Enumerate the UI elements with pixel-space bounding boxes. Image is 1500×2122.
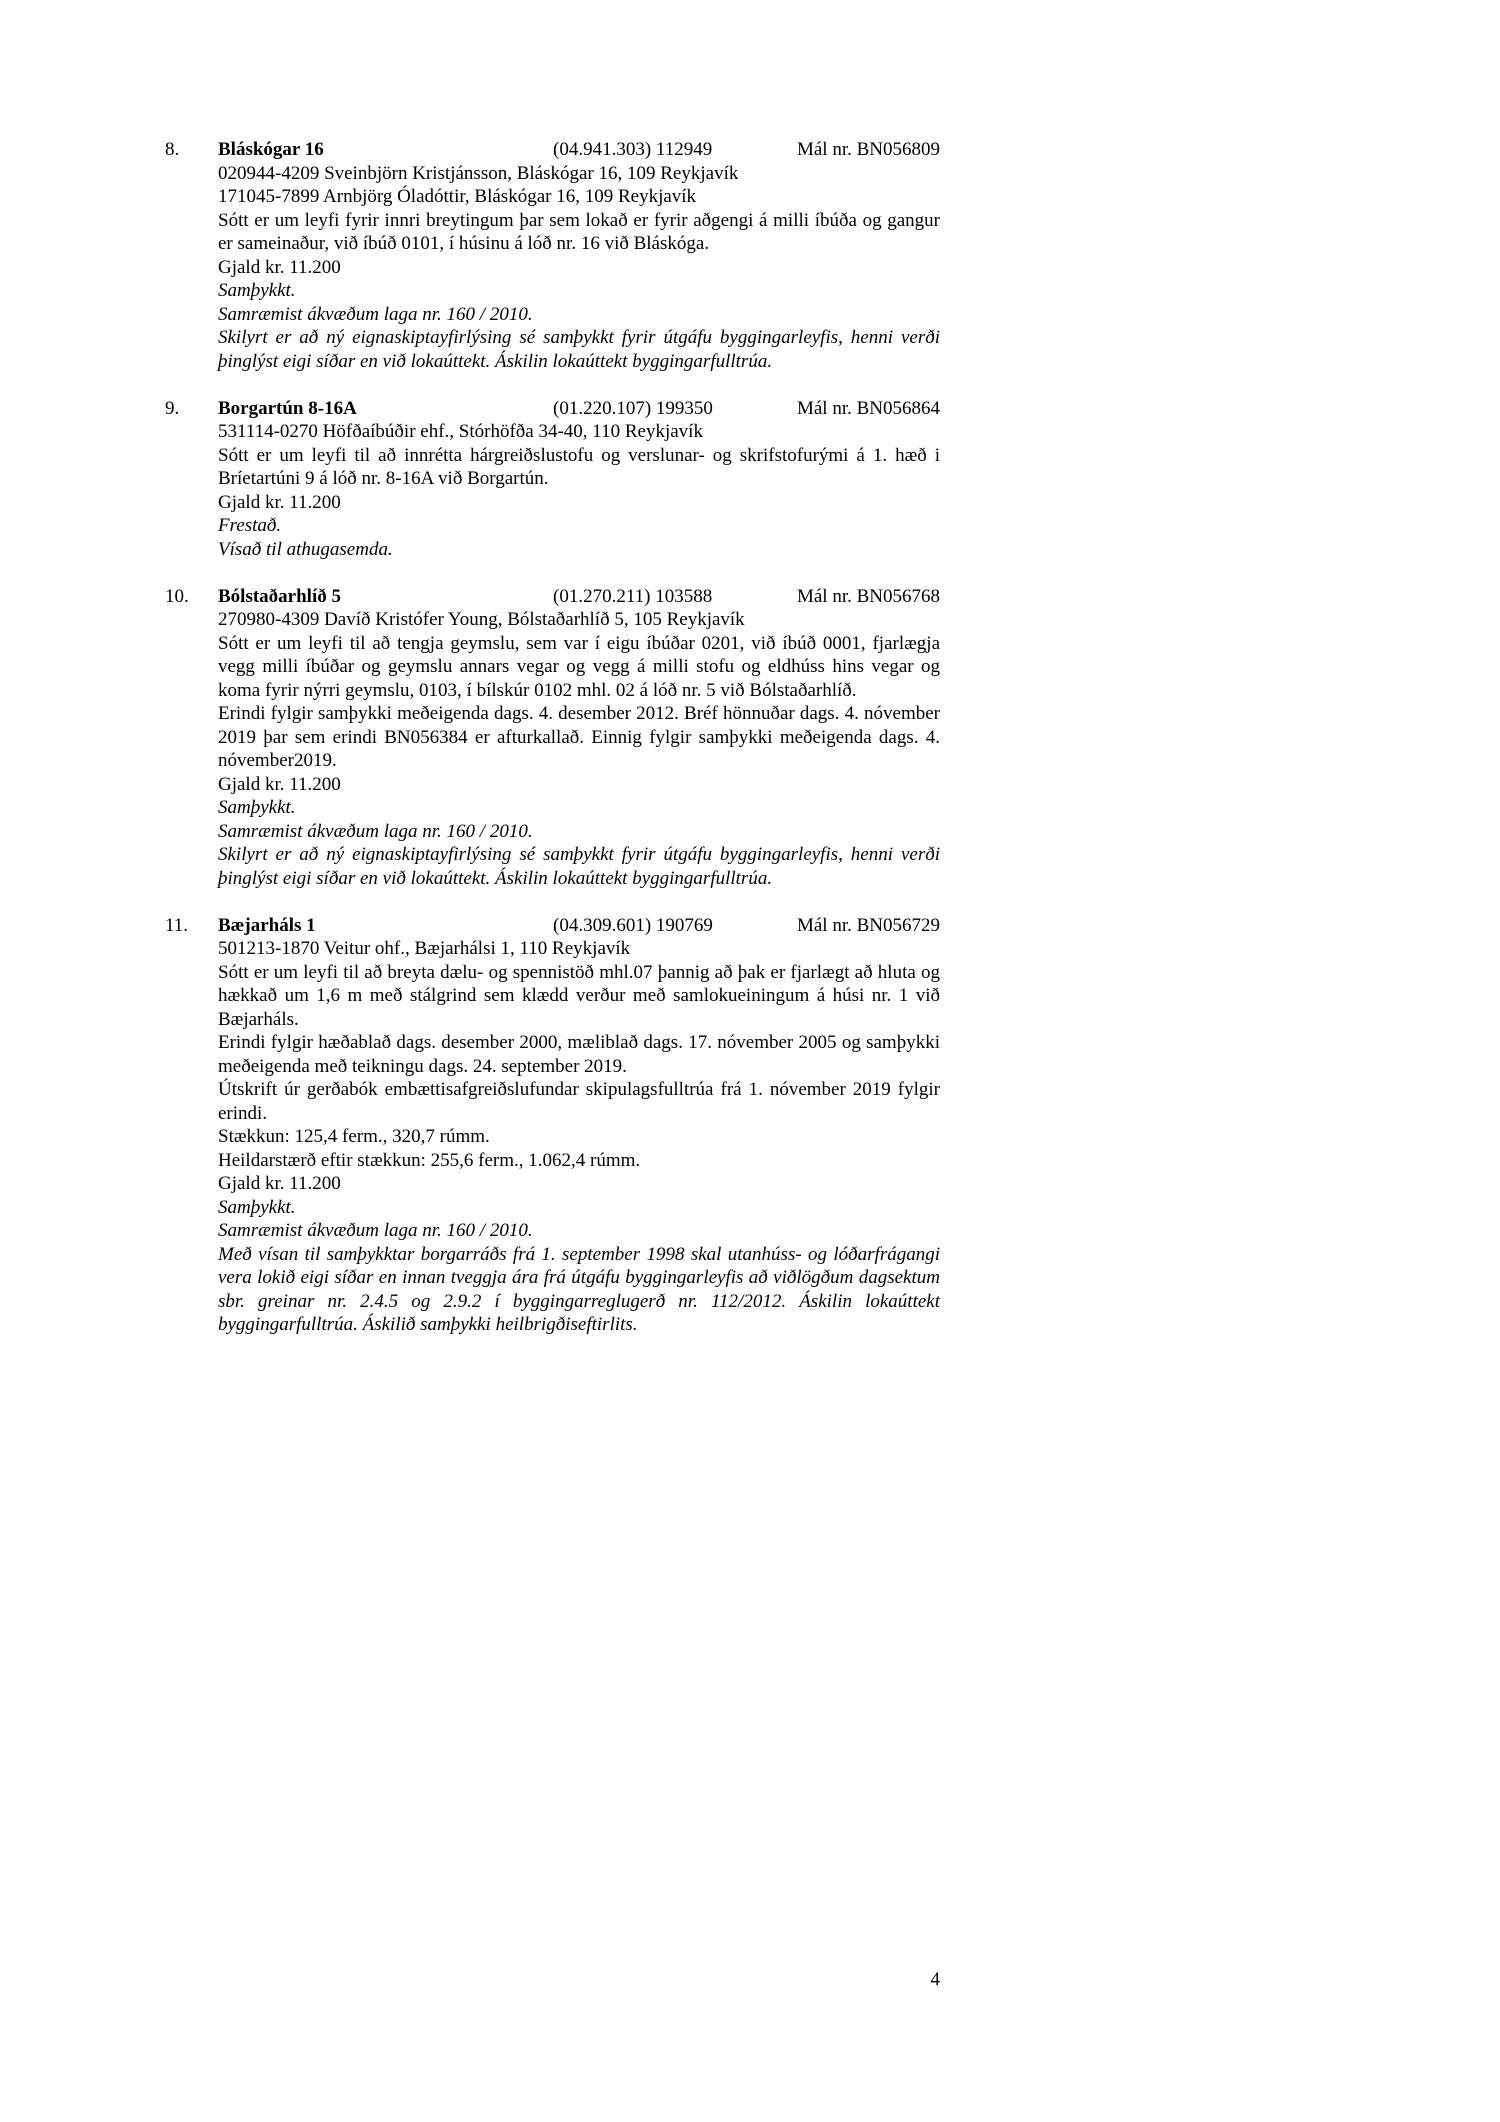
decision-line: Samræmist ákvæðum laga nr. 160 / 2010. [218,820,533,842]
item-mal-nr: Mál nr. BN056729 [796,914,940,936]
agenda-item-11 [165,914,940,1337]
description-paragraph: Útskrift úr gerðabók embættisafgreiðslufundar skipulagsfulltrúa frá 1. nóvember 2019 fylgir erindi. [218,1079,940,1124]
decision-line: Skilyrt er að ný eignaskiptayfirlýsing sé samþykkt fyrir útgáfu byggingarleyfis, henni verði þinglýst eigi síðar en við lokaúttekt. Áskilin lokaúttekt byggingarfulltrúa. [218,844,940,889]
item-number: 11. [165,914,189,936]
description-paragraph: Sótt er um leyfi til að innrétta hárgreiðslustofu og verslunar- og skrifstofurými á 1. hæð i Bríetartúni 9 á lóð nr. 8-16A við Borgartún. [218,444,940,489]
decision-line: Samræmist ákvæðum laga nr. 160 / 2010. [218,303,533,325]
decision-line: Samþykkt. [218,280,296,301]
description-paragraph: Sótt er um leyfi fyrir innri breytingum þar sem lokað er fyrir aðgengi á milli íbúða og gangur er sameinaður, við íbúð 0101, í húsinu á lóð nr. 16 við Bláskóga. [218,209,940,254]
item-number: 8. [165,139,180,160]
item-number: 10. [165,585,189,607]
item-case-ref: (01.270.211) 103588 [553,585,713,607]
owner-line: 531114-0270 Höfðaíbúðir ehf., Stórhöfða 34-40, 110 Reykjavík [218,421,703,442]
item-header [165,914,940,938]
owner-line: 020944-4209 Sveinbjörn Kristjánsson, Bláskógar 16, 109 Reykjavík [218,162,739,184]
item-title: Bláskógar 16 [218,139,324,160]
decision-line: Samþykkt. [218,1196,296,1218]
description-paragraph: Sótt er um leyfi til að tengja geymslu, sem var í eigu íbúðar 0201, við íbúð 0001, fjarlægja vegg milli íbúðar og geymslu annars vegar og vegg á milli stofu og eldhúss hins vegar og koma fyrir nýrri geymslu, 0103, í bílskúr 0102 mhl. 02 á lóð nr. 5 við Bólstaðarhlíð. [218,632,940,701]
item-header [165,138,940,162]
document-content [165,138,940,1360]
item-mal-nr: Mál nr. BN056809 [796,139,940,160]
item-title: Bólstaðarhlíð 5 [218,585,341,607]
owner-line: 171045-7899 Arnbjörg Óladóttir, Bláskógar 16, 109 Reykjavík [218,186,697,207]
agenda-item-10 [165,585,940,891]
fee-line: Gjald kr. 11.200 [218,256,341,278]
size-line: Heildarstærð eftir stækkun: 255,6 ferm., 1.062,4 rúmm. [218,1149,641,1171]
description-paragraph: Erindi fylgir samþykki meðeigenda dags. 4. desember 2012. Bréf hönnuðar dags. 4. nóvember 2019 þar sem erindi BN056384 er afturkallað. Einnig fylgir samþykki meðeigenda dags. 4. nóvember2019. [218,703,940,771]
decision-line: Samþykkt. [218,797,296,818]
owner-line: 270980-4309 Davíð Kristófer Young, Bólstaðarhlíð 5, 105 Reykjavík [218,609,745,630]
item-title: Bæjarháls 1 [218,914,316,936]
decision-line: Með vísan til samþykktar borgarráðs frá 1. september 1998 skal utanhúss- og lóðarfrágangi vera lokið eigi síðar en innan tveggja ára frá útgáfu byggingarleyfis að viðlögðum dagsektum sbr. greinar nr. 2.4.5 og 2.9.2 í byggingarreglugerð nr. 112/2012. Áskilin lokaúttekt byggingarfulltrúa. Áskilið samþykki heilbrigðiseftirlits. [218,1243,940,1335]
fee-line: Gjald kr. 11.200 [218,773,341,795]
item-header [165,397,940,421]
owner-line: 501213-1870 Veitur ohf., Bæjarhálsi 1, 110 Reykjavík [218,938,631,959]
agenda-item-9 [165,397,940,562]
fee-line: Gjald kr. 11.200 [218,491,341,513]
decision-line: Skilyrt er að ný eignaskiptayfirlýsing sé samþykkt fyrir útgáfu byggingarleyfis, henni verði þinglýst eigi síðar en við lokaúttekt. Áskilin lokaúttekt byggingarfulltrúa. [218,327,940,372]
decision-line: Frestað. [218,515,282,536]
decision-line: Samræmist ákvæðum laga nr. 160 / 2010. [218,1220,533,1241]
item-header [165,585,940,609]
fee-line: Gjald kr. 11.200 [218,1173,341,1194]
description-paragraph: Erindi fylgir hæðablað dags. desember 2000, mæliblað dags. 17. nóvember 2005 og samþykki meðeigenda með teikningu dags. 24. september 2019. [218,1032,940,1077]
size-line: Stækkun: 125,4 ferm., 320,7 rúmm. [218,1126,490,1147]
item-title: Borgartún 8-16A [218,397,357,419]
item-case-ref: (04.941.303) 112949 [553,139,713,160]
agenda-item-8 [165,138,940,373]
item-mal-nr: Mál nr. BN056864 [796,397,940,419]
item-mal-nr: Mál nr. BN056768 [796,585,940,607]
item-number: 9. [165,397,180,419]
item-case-ref: (01.220.107) 199350 [553,397,713,419]
item-case-ref: (04.309.601) 190769 [553,914,713,936]
description-paragraph: Sótt er um leyfi til að breyta dælu- og spennistöð mhl.07 þannig að þak er fjarlægt að hluta og hækkað um 1,6 m með stálgrind sem klædd verður með samlokueiningum á húsi nr. 1 við Bæjarháls. [218,961,940,1030]
page-number: 4 [930,1969,940,1990]
decision-line: Vísað til athugasemda. [218,538,393,560]
